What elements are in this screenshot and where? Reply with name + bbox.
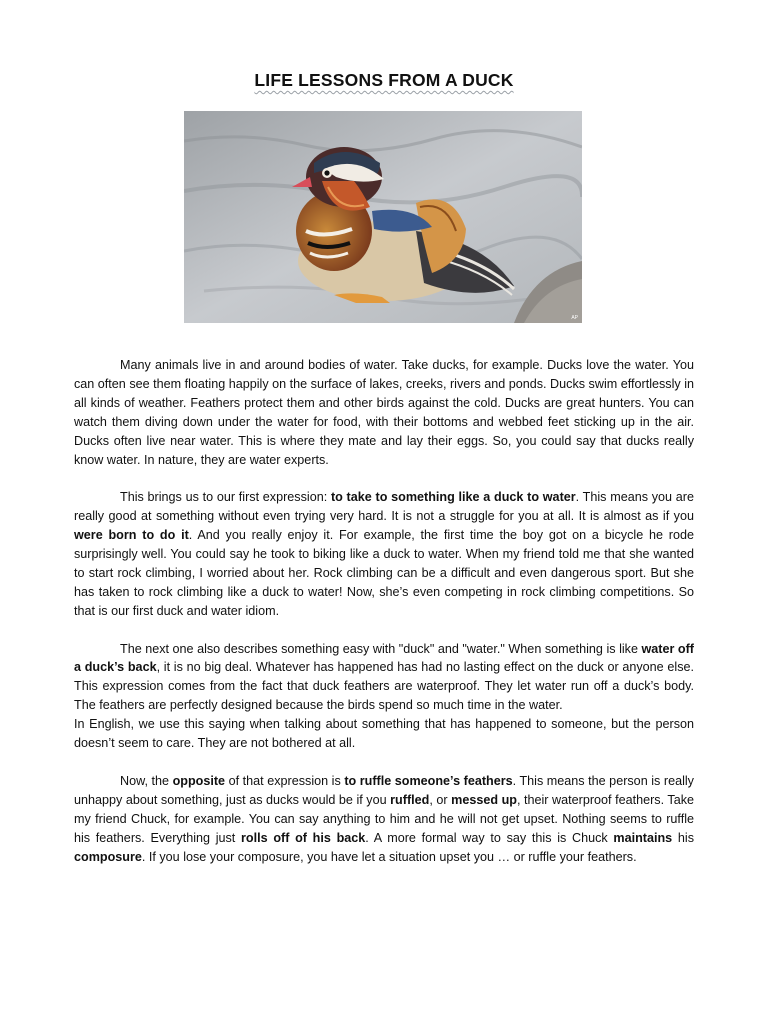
paragraph-1: Many animals live in and around bodies of water. Take ducks, for example. Ducks love the water. You can often see them floating happily on the surface of lakes, creeks, rivers and ponds. Ducks swim effortlessly in all kinds of weather. Feathers protect them and other birds against the cold. Ducks are great hunters. You can watch them diving down under the water for food, with their bottoms and webbed feet sticking up in the air. Ducks often live near water. This is where they mate and lay their eggs. So, you could say that ducks really know water. In nature, they are water experts. bbox=[74, 358, 694, 467]
idiom-duck-to-water: to take to something like a duck to water bbox=[330, 490, 576, 505]
idiom-ruffle-feathers: to ruffle someone’s feathers bbox=[344, 773, 513, 788]
duck-photo bbox=[184, 111, 582, 323]
phrase-born-to-do-it: were born to do it bbox=[74, 528, 189, 543]
paragraph-3: The next one also describes something easy with "duck" and "water." When something is like water off a duck’s back, it is no big deal. Whatever has happened has had no lasting effect on the duck or anyone else. This expression comes from the fact that duck feathers are waterproof. They let water run off a duck’s body. The feathers are perfectly designed because the birds spend so much time in the water. In English, we use this saying when talking about something that has happened to someone, but the person doesn’t seem to care. They are not bothered at all. bbox=[74, 640, 694, 753]
mandarin-duck-image bbox=[184, 111, 582, 323]
image-credit: AP bbox=[571, 315, 578, 321]
title-text: LIFE LESSONS FROM A DUCK bbox=[254, 70, 514, 90]
article-body bbox=[74, 356, 694, 885]
paragraph-4: Now, the opposite of that expression is to ruffle someone’s feathers. This means the person is really unhappy about something, just as ducks would be if you ruffled, or messed up, their waterproof feathers. Take my friend Chuck, for example. You can say anything to him and he will not get upset. Nothing seems to ruffle his feathers. Everything just rolls off of his back. A more formal way to say this is Chuck maintains his composure. If you lose your composure, you have let a situation upset you … or ruffle your feathers. bbox=[74, 773, 695, 864]
page-title bbox=[0, 70, 768, 91]
idiom-water-off-ducks-back: water off a duck’s back bbox=[74, 641, 694, 675]
paragraph-2: This brings us to our first expression: to take to something like a duck to water. This means you are really good at something without even trying very hard. It is not a struggle for you at all. It is almost as if you were born to do it. And you really enjoy it. For example, the first time the boy got on a bicycle he rode surprisingly well. You could say he took to biking like a duck to water. When my friend told me that she wanted to start rock climbing, I worried about her. Rock climbing can be a difficult and even dangerous sport. But she has taken to rock climbing like a duck to water! Now, she’s even competing in rock climbing competitions. So that is our first duck and water idiom. bbox=[74, 490, 694, 618]
paragraph-3-continuation: In English, we use this saying when talking about something that has happened to someone, but the person doesn’t seem to care. They are not bothered at all. bbox=[74, 717, 694, 751]
